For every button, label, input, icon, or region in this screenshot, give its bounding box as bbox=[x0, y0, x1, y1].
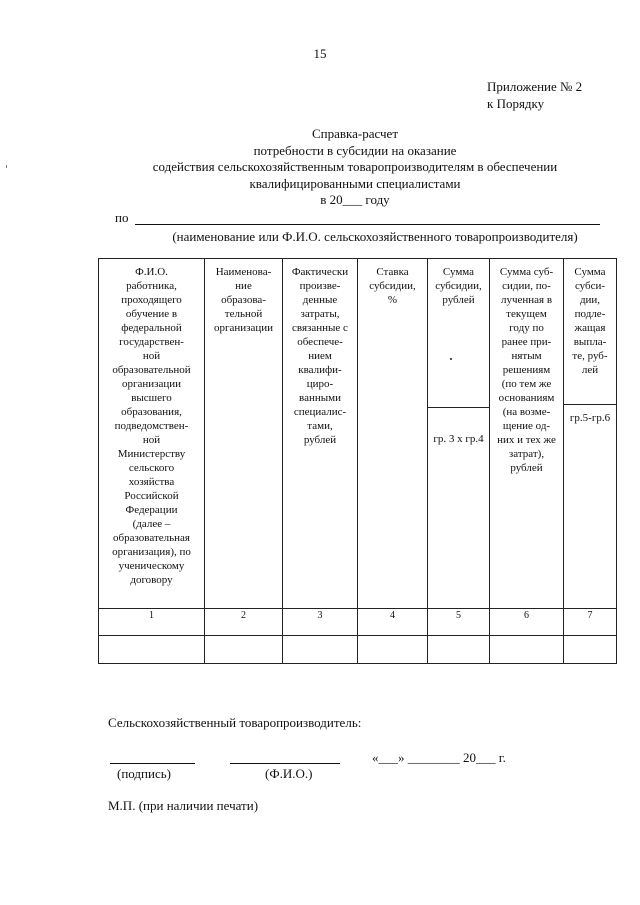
title-line-1: Справка-расчет bbox=[311, 126, 399, 141]
fio-line bbox=[230, 763, 340, 764]
column-numbers-row bbox=[99, 609, 617, 636]
header-col-4 bbox=[358, 259, 428, 609]
title-line-2: потребности в субсидии на оказание bbox=[253, 142, 457, 158]
header-line: ранее при- bbox=[501, 336, 552, 348]
header-col-7-top bbox=[564, 259, 616, 405]
header-line: субсидии, bbox=[435, 280, 482, 292]
header-line: сельского bbox=[128, 462, 175, 474]
header-col-5-top bbox=[428, 259, 489, 408]
header-line: проходящего bbox=[121, 294, 182, 306]
header-col-3 bbox=[283, 259, 358, 609]
header-line: организации bbox=[213, 322, 274, 334]
header-line: рублей bbox=[442, 294, 475, 306]
header-line: выпла- bbox=[573, 336, 607, 348]
header-line: Фактически bbox=[291, 266, 349, 278]
header-line: организации bbox=[121, 378, 182, 390]
header-line: высшего bbox=[131, 392, 172, 404]
header-line: ученическому bbox=[118, 560, 185, 572]
header-line: Ф.И.О. bbox=[135, 266, 168, 278]
title-line-4: квалифицированными специалистами bbox=[249, 175, 461, 191]
header-line: основаниям bbox=[498, 392, 555, 404]
header-line: рублей bbox=[510, 462, 543, 474]
header-col-5 bbox=[428, 259, 490, 609]
header-line: квалифи- bbox=[298, 364, 342, 376]
empty-cell bbox=[428, 636, 490, 664]
producer-name-line bbox=[135, 224, 600, 225]
header-line: хозяйства bbox=[128, 476, 175, 488]
col-number: 3 bbox=[283, 609, 358, 636]
header-line: (по тем же bbox=[501, 378, 552, 390]
header-line: денные bbox=[302, 294, 338, 306]
fio-caption: (Ф.И.О.) bbox=[265, 766, 313, 781]
header-line: щение од- bbox=[502, 420, 551, 432]
empty-cell bbox=[490, 636, 564, 664]
header-line: решениям bbox=[502, 364, 551, 376]
page-number: 15 bbox=[313, 46, 327, 61]
header-line: сидии, по- bbox=[502, 280, 551, 292]
col-number: 6 bbox=[490, 609, 564, 636]
header-line: подведомствен- bbox=[114, 420, 189, 432]
calculation-table bbox=[98, 258, 617, 664]
header-col-1 bbox=[99, 259, 205, 609]
header-line: Сумма bbox=[442, 266, 475, 278]
formula-col-5: гр. 3 х гр.4 bbox=[433, 433, 484, 445]
producer-label: Сельскохозяйственный товаропроизводитель: bbox=[108, 715, 362, 730]
header-line: (на возме- bbox=[502, 406, 551, 418]
header-line: дии, bbox=[579, 294, 601, 306]
header-line: те, руб- bbox=[572, 350, 608, 362]
header-line: субси- bbox=[574, 280, 606, 292]
empty-cell bbox=[564, 636, 617, 664]
empty-cell bbox=[205, 636, 283, 664]
header-line: Министерству bbox=[117, 448, 186, 460]
header-line: Федерации bbox=[125, 504, 178, 516]
empty-data-row bbox=[99, 636, 617, 664]
header-line: специалис- bbox=[293, 406, 347, 418]
header-line: образования, bbox=[121, 406, 182, 418]
header-col-3-text bbox=[283, 265, 357, 447]
header-line: затраты, bbox=[300, 308, 340, 320]
header-line: лученная в bbox=[500, 294, 553, 306]
scan-speck bbox=[6, 165, 7, 168]
header-line: договору bbox=[130, 574, 173, 586]
header-line: тельной bbox=[224, 308, 263, 320]
header-line: текущем bbox=[506, 308, 547, 320]
header-line: обучение в bbox=[125, 308, 178, 320]
header-line: нием bbox=[308, 350, 332, 362]
header-line: % bbox=[387, 294, 398, 306]
col-number: 7 bbox=[564, 609, 617, 636]
header-line: (далее – bbox=[132, 518, 171, 530]
document-title bbox=[60, 126, 640, 209]
header-line: образовательной bbox=[112, 364, 191, 376]
header-line: циро- bbox=[306, 378, 334, 390]
appendix-line-2: к Порядку bbox=[487, 96, 545, 111]
title-line-3: содействия сельскохозяйственным товаропроизводителям в обеспечении bbox=[152, 159, 558, 174]
header-line: произве- bbox=[299, 280, 341, 292]
header-line: затрат), bbox=[508, 448, 545, 460]
header-line: образовательная bbox=[113, 532, 190, 544]
header-line: подле- bbox=[574, 308, 606, 320]
header-line: образова- bbox=[221, 294, 266, 306]
stamp-note: М.П. (при наличии печати) bbox=[108, 798, 259, 813]
appendix-heading bbox=[487, 78, 582, 112]
formula-col-7: гр.5-гр.6 bbox=[569, 412, 611, 424]
header-col-4-text bbox=[358, 265, 427, 307]
empty-cell bbox=[283, 636, 358, 664]
col-number: 4 bbox=[358, 609, 428, 636]
scan-dot bbox=[450, 358, 452, 360]
header-col-5-text bbox=[428, 259, 489, 307]
header-line: них и тех же bbox=[497, 434, 556, 446]
header-line: работника, bbox=[126, 280, 177, 292]
header-line: жащая bbox=[574, 322, 606, 334]
title-line-5: в 20___ году bbox=[320, 192, 390, 207]
header-line: Сумма bbox=[574, 266, 606, 278]
header-line: государствен- bbox=[119, 336, 184, 348]
producer-name-caption: (наименование или Ф.И.О. сельскохозяйственного товаропроизводителя) bbox=[172, 229, 578, 244]
header-col-7 bbox=[564, 259, 617, 609]
header-line: лей bbox=[581, 364, 599, 376]
date-field: «___» ________ 20___ г. bbox=[372, 750, 506, 765]
header-line: Российской bbox=[124, 490, 179, 502]
signature-line bbox=[110, 763, 195, 764]
header-col-2-text bbox=[205, 265, 282, 335]
header-line: федеральной bbox=[121, 322, 182, 334]
header-line: ние bbox=[235, 280, 252, 292]
header-line: рублей bbox=[303, 434, 337, 446]
header-line: нятым bbox=[511, 350, 542, 362]
header-col-6 bbox=[490, 259, 564, 609]
header-line: Наименова- bbox=[215, 266, 272, 278]
header-line: субсидии, bbox=[369, 280, 416, 292]
header-line: организация), по bbox=[112, 546, 191, 558]
po-label: по bbox=[115, 210, 129, 225]
header-line: связанные с bbox=[292, 322, 348, 334]
col-number: 5 bbox=[428, 609, 490, 636]
header-line: обеспече- bbox=[297, 336, 343, 348]
header-line: ной bbox=[142, 434, 161, 446]
header-line: Сумма суб- bbox=[499, 266, 554, 278]
header-row bbox=[99, 259, 617, 609]
header-line: ной bbox=[142, 350, 161, 362]
header-line: Ставка bbox=[376, 266, 409, 278]
appendix-line-1: Приложение № 2 bbox=[487, 79, 583, 94]
col-number: 1 bbox=[99, 609, 205, 636]
header-col-2 bbox=[205, 259, 283, 609]
signature-caption: (подпись) bbox=[117, 766, 171, 781]
header-col-1-text bbox=[99, 265, 204, 587]
header-col-6-text bbox=[490, 265, 563, 475]
header-line: ванными bbox=[299, 392, 341, 404]
empty-cell bbox=[99, 636, 205, 664]
empty-cell bbox=[358, 636, 428, 664]
col-number: 2 bbox=[205, 609, 283, 636]
header-line: тами, bbox=[307, 420, 333, 432]
header-line: году по bbox=[509, 322, 544, 334]
